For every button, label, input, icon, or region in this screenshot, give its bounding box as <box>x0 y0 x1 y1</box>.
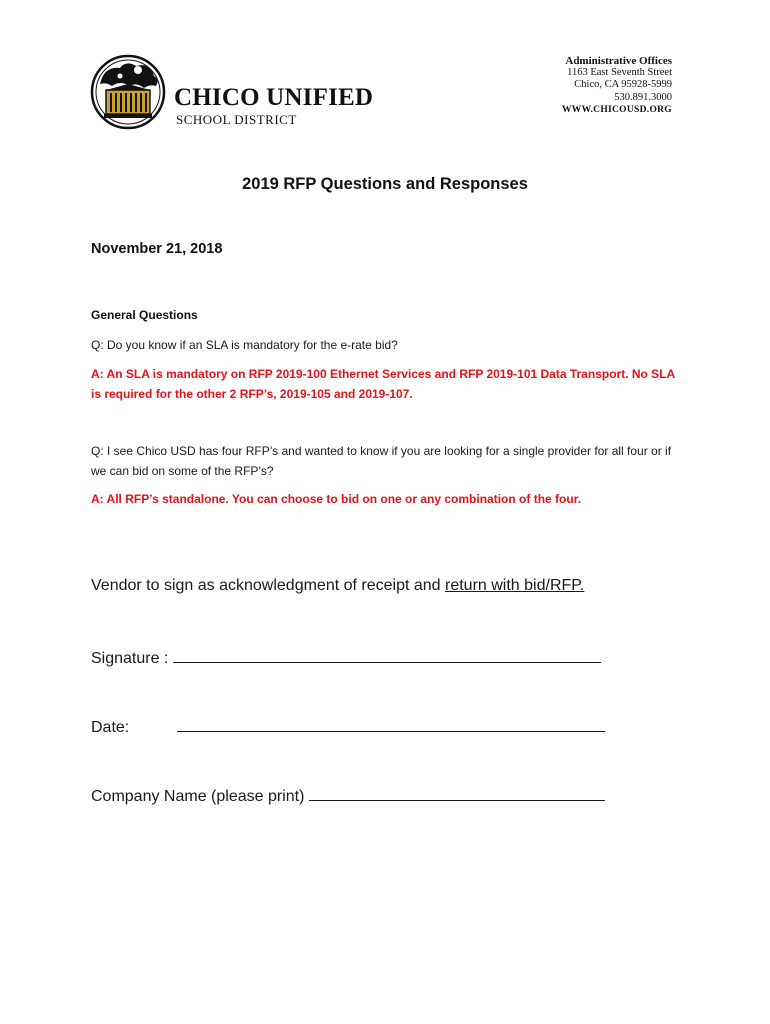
address-street: 1163 East Seventh Street <box>567 67 672 79</box>
section-heading: General Questions <box>91 308 198 322</box>
signature-field[interactable] <box>173 646 601 663</box>
question-1: Q: Do you know if an SLA is mandatory for the e-rate bid? <box>91 338 398 352</box>
date-label: Date: <box>91 719 130 736</box>
answer-2: A: All RFP’s standalone. You can choose to bid on one or any combination of the four. <box>91 492 582 506</box>
address-phone: 530.891.3000 <box>614 91 672 103</box>
company-name-field[interactable] <box>309 784 605 801</box>
logo-subtitle: SCHOOL DISTRICT <box>176 112 297 127</box>
date-field[interactable] <box>177 715 605 732</box>
logo-name: CHICO UNIFIED <box>174 84 374 111</box>
address-city: Chico, CA 95928-5999 <box>574 79 672 91</box>
address-title: Administrative Offices <box>565 55 672 67</box>
address-website: WWW.CHICOUSD.ORG <box>561 104 672 115</box>
acknowledgment-underlined: return with bid/RFP. <box>445 577 585 594</box>
page-title: 2019 RFP Questions and Responses <box>242 175 528 193</box>
signature-row <box>91 646 601 668</box>
acknowledgment-text <box>91 577 584 595</box>
answer-1: A: An SLA is mandatory on RFP 2019-100 Ethernet Services and RFP 2019-101 Data Transport. No SLA is required for the other 2 RFP’s, 2019-105 and 2019-107. <box>91 367 675 401</box>
acknowledgment-plain: Vendor to sign as acknowledgment of receipt and <box>91 577 445 594</box>
address-block <box>562 55 672 116</box>
company-label: Company Name (please print) <box>91 788 305 805</box>
date-row <box>91 715 605 737</box>
question-2: Q: I see Chico USD has four RFP’s and wanted to know if you are looking for a single provider for all four or if we can bid on some of the RFP’s? <box>91 444 672 478</box>
district-logo <box>90 54 390 134</box>
district-seal-icon <box>90 54 166 130</box>
signature-label: Signature : <box>91 650 169 667</box>
document-date: November 21, 2018 <box>91 241 223 257</box>
company-row <box>91 784 605 806</box>
